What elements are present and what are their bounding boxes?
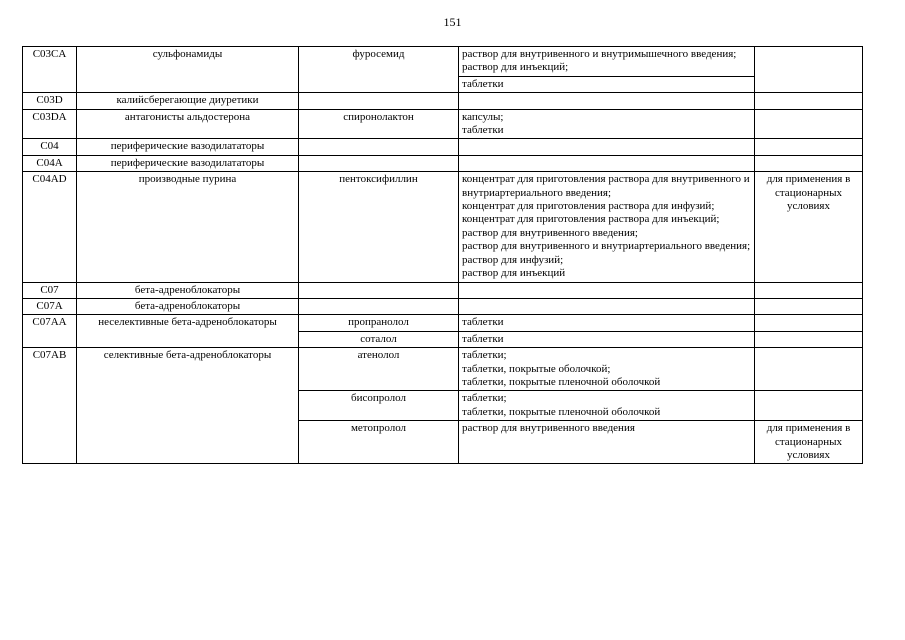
- inn-name: пентоксифиллин: [299, 172, 459, 282]
- dosage-form: таблетки: [462, 316, 504, 329]
- usage-note: [755, 47, 863, 93]
- inn-name: [299, 155, 459, 171]
- dosage-form: концентрат для приготовления раствора для внутривенного и внутриартериального введения;: [462, 173, 750, 199]
- atc-code: C07A: [23, 298, 77, 314]
- usage-note: [755, 155, 863, 171]
- dosage-form: концентрат для приготовления раствора для инфузий;: [462, 200, 715, 213]
- atc-group: периферические вазодилататоры: [77, 139, 299, 155]
- dosage-form: таблетки;: [462, 349, 507, 362]
- inn-name: пропранолол: [299, 315, 459, 331]
- table-body: [23, 47, 863, 464]
- usage-note: [755, 93, 863, 109]
- dosage-form: концентрат для приготовления раствора для инъекций;: [462, 213, 720, 226]
- dosage-forms: [459, 298, 755, 314]
- dosage-form: таблетки, покрытые пленочной оболочкой: [462, 375, 661, 388]
- dosage-forms: [459, 421, 755, 464]
- inn-name: [299, 282, 459, 298]
- dosage-form: раствор для инъекций;: [462, 61, 569, 74]
- inn-name: соталол: [299, 331, 459, 347]
- dosage-forms: [459, 47, 755, 93]
- dosage-forms: [459, 391, 755, 421]
- dosage-form: таблетки: [462, 124, 504, 137]
- table-row: [23, 47, 863, 93]
- dosage-forms: [459, 331, 755, 347]
- inn-name: бисопролол: [299, 391, 459, 421]
- table-row: [23, 315, 863, 331]
- table-row: [23, 155, 863, 171]
- atc-code: C04AD: [23, 172, 77, 282]
- dosage-forms: [459, 93, 755, 109]
- dosage-forms: [459, 109, 755, 139]
- table-row: [23, 282, 863, 298]
- dosage-forms: [459, 155, 755, 171]
- atc-code: C03D: [23, 93, 77, 109]
- dosage-form: таблетки;: [462, 392, 507, 405]
- usage-note: [755, 109, 863, 139]
- dosage-forms: [459, 172, 755, 282]
- atc-code: C04: [23, 139, 77, 155]
- usage-note: [755, 391, 863, 421]
- atc-code: C07AA: [23, 315, 77, 348]
- atc-code: C04A: [23, 155, 77, 171]
- usage-note: [755, 298, 863, 314]
- usage-note: для применения в стационарных условиях: [755, 421, 863, 464]
- dosage-form: раствор для инфузий;: [462, 253, 564, 266]
- inn-name: [299, 298, 459, 314]
- atc-group: неселективные бета-адреноблокаторы: [77, 315, 299, 348]
- page-number: 151: [443, 15, 462, 29]
- table-row: [23, 298, 863, 314]
- drug-table: [22, 46, 863, 464]
- dosage-form: раствор для внутривенного и внутриартериального введения;: [462, 240, 751, 253]
- table-row: [23, 93, 863, 109]
- atc-code: C07: [23, 282, 77, 298]
- dosage-form: таблетки: [459, 76, 754, 91]
- usage-note: [755, 282, 863, 298]
- dosage-form: таблетки, покрытые оболочкой;: [462, 362, 611, 375]
- dosage-form: таблетки, покрытые пленочной оболочкой: [462, 405, 661, 418]
- inn-name: метопролол: [299, 421, 459, 464]
- atc-group: бета-адреноблокаторы: [77, 298, 299, 314]
- atc-group: калийсберегающие диуретики: [77, 93, 299, 109]
- atc-code: C03DA: [23, 109, 77, 139]
- inn-name: атенолол: [299, 348, 459, 391]
- usage-note: [755, 139, 863, 155]
- inn-name: спиронолактон: [299, 109, 459, 139]
- dosage-form: раствор для инъекций: [462, 267, 566, 280]
- usage-note: для применения в стационарных условиях: [755, 172, 863, 282]
- atc-group: сульфонамиды: [77, 47, 299, 93]
- atc-code: C07AB: [23, 348, 77, 464]
- atc-group: периферические вазодилататоры: [77, 155, 299, 171]
- dosage-form: раствор для внутривенного введения: [462, 422, 635, 435]
- usage-note: [755, 315, 863, 331]
- dosage-forms: [459, 282, 755, 298]
- usage-note: [755, 348, 863, 391]
- table-row: [23, 348, 863, 391]
- dosage-form: раствор для внутривенного введения;: [462, 226, 638, 239]
- atc-group: селективные бета-адреноблокаторы: [77, 348, 299, 464]
- atc-code: C03CA: [23, 47, 77, 93]
- dosage-form: раствор для внутривенного и внутримышечного введения;: [462, 48, 737, 60]
- atc-group: антагонисты альдостерона: [77, 109, 299, 139]
- dosage-form: капсулы;: [462, 110, 504, 123]
- dosage-form: таблетки: [462, 332, 504, 345]
- dosage-forms: [459, 348, 755, 391]
- atc-group: производные пурина: [77, 172, 299, 282]
- atc-group: бета-адреноблокаторы: [77, 282, 299, 298]
- inn-name: [299, 93, 459, 109]
- dosage-forms: [459, 139, 755, 155]
- inn-name: фуросемид: [299, 47, 459, 93]
- table-row: [23, 109, 863, 139]
- dosage-forms: [459, 315, 755, 331]
- inn-name: [299, 139, 459, 155]
- usage-note: [755, 331, 863, 347]
- table-row: [23, 172, 863, 282]
- table-row: [23, 139, 863, 155]
